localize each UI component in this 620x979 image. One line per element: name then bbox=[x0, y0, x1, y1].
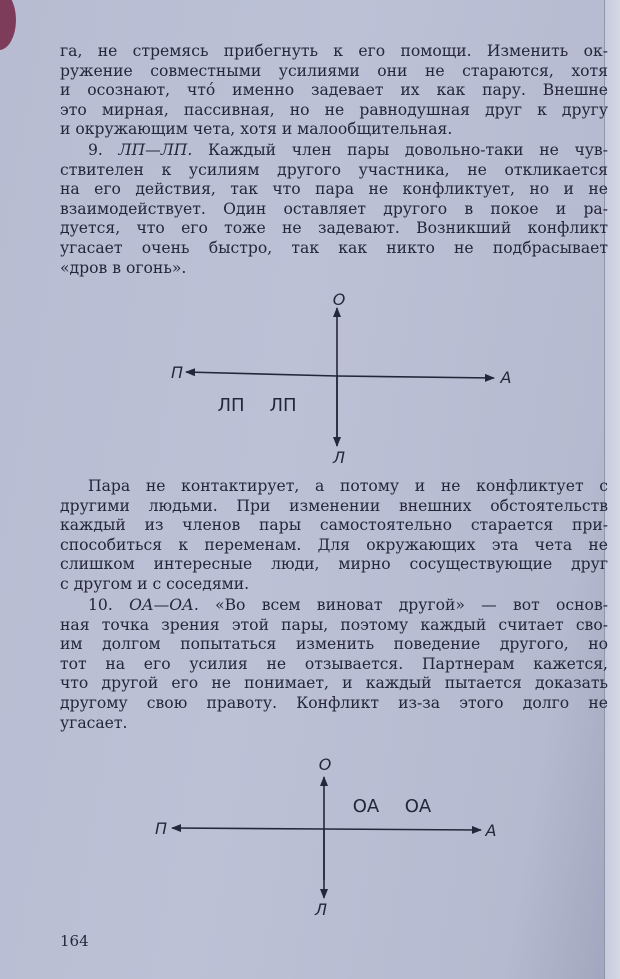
axis-left-arrow bbox=[172, 828, 324, 829]
text-line: что другой его не понимает, и каждый пытается доказать bbox=[60, 674, 608, 693]
axis-label-top: О bbox=[332, 290, 346, 309]
text-line: им долгом попытаться изменить поведение другого, но bbox=[60, 635, 608, 654]
text-line: взаимодействует. Один оставляет другого в покое и ра- bbox=[60, 199, 608, 218]
text-line: ружение совместными усилиями они не стараются, хотя bbox=[60, 61, 608, 80]
text-line: другому свою правоту. Конфликт из-за этого долго не bbox=[60, 693, 608, 712]
text-line: это мирная, пассивная, но не равнодушная друг к другу bbox=[60, 100, 608, 119]
axis-label-bottom: Л bbox=[314, 900, 328, 919]
paragraph-after-diagram bbox=[60, 477, 608, 595]
pair-code: ОА—ОА. bbox=[129, 596, 199, 614]
axis-label-right: А bbox=[485, 821, 497, 840]
quadrant-label: ОА bbox=[404, 796, 432, 817]
text-line: Пара не контактирует, а потому и не конфликтует с bbox=[88, 477, 608, 495]
text-line-content: «Во всем виноват другой» — вот основ- bbox=[215, 596, 608, 614]
text-line: тот на его усилия не отзывается. Партнерам кажется, bbox=[60, 654, 608, 673]
text-line-content: Каждый член пары довольно-таки не чув- bbox=[207, 141, 608, 159]
axis-label-bottom: Л bbox=[332, 448, 346, 467]
axis-right-arrow bbox=[337, 376, 494, 378]
text-line: другими людьми. При изменении внешних обстоятельств bbox=[60, 496, 608, 515]
text-line: угасает. bbox=[60, 713, 128, 732]
text-line: га, не стремясь прибегнуть к его помощи. Изменить ок- bbox=[60, 42, 608, 60]
text-line: дуется, что его тоже не задевают. Возникший конфликт bbox=[60, 219, 608, 238]
quadrant-label: ЛП bbox=[269, 395, 297, 416]
text-line: ная точка зрения этой пары, поэтому каждый считает сво- bbox=[60, 615, 608, 634]
text-line: с другом и с соседями. bbox=[60, 574, 250, 593]
pair-code: ЛП—ЛП. bbox=[118, 141, 193, 159]
quadrant-label: ЛП bbox=[217, 395, 245, 416]
text-line bbox=[60, 596, 608, 616]
axis-label-top: О bbox=[318, 755, 332, 774]
axis-label-left: П bbox=[154, 819, 168, 838]
item-number: 9. bbox=[88, 141, 103, 159]
text-line: и осознают, что́ именно задевает их как пару. Внешне bbox=[60, 81, 608, 100]
page-number: 164 bbox=[60, 932, 89, 950]
axis-left-arrow bbox=[186, 372, 337, 376]
text-line: на его действия, так что пара не конфликтует, но и не bbox=[60, 180, 608, 199]
text-line: слишком интересные люди, мирно сосуществующие друг bbox=[60, 555, 608, 574]
text-line: ствителен к усилиям другого участника, не откликается bbox=[60, 160, 608, 179]
text-line: каждый из членов пары самостоятельно старается при- bbox=[60, 516, 608, 535]
quadrant-label: ОА bbox=[352, 796, 380, 817]
item-number: 10. bbox=[88, 596, 113, 614]
text-line: угасает очень быстро, так как никто не подбрасывает bbox=[60, 238, 608, 257]
text-line: «дров в огонь». bbox=[60, 258, 187, 277]
axis-label-left: П bbox=[170, 363, 184, 382]
axis-right-arrow bbox=[324, 829, 481, 830]
paragraph-10 bbox=[60, 596, 608, 733]
text-line: и окружающим чета, хотя и малообщительная. bbox=[60, 120, 453, 139]
text-line: способиться к переменам. Для окружающих эта чета не bbox=[60, 535, 608, 554]
axis-label-right: А bbox=[500, 368, 512, 387]
